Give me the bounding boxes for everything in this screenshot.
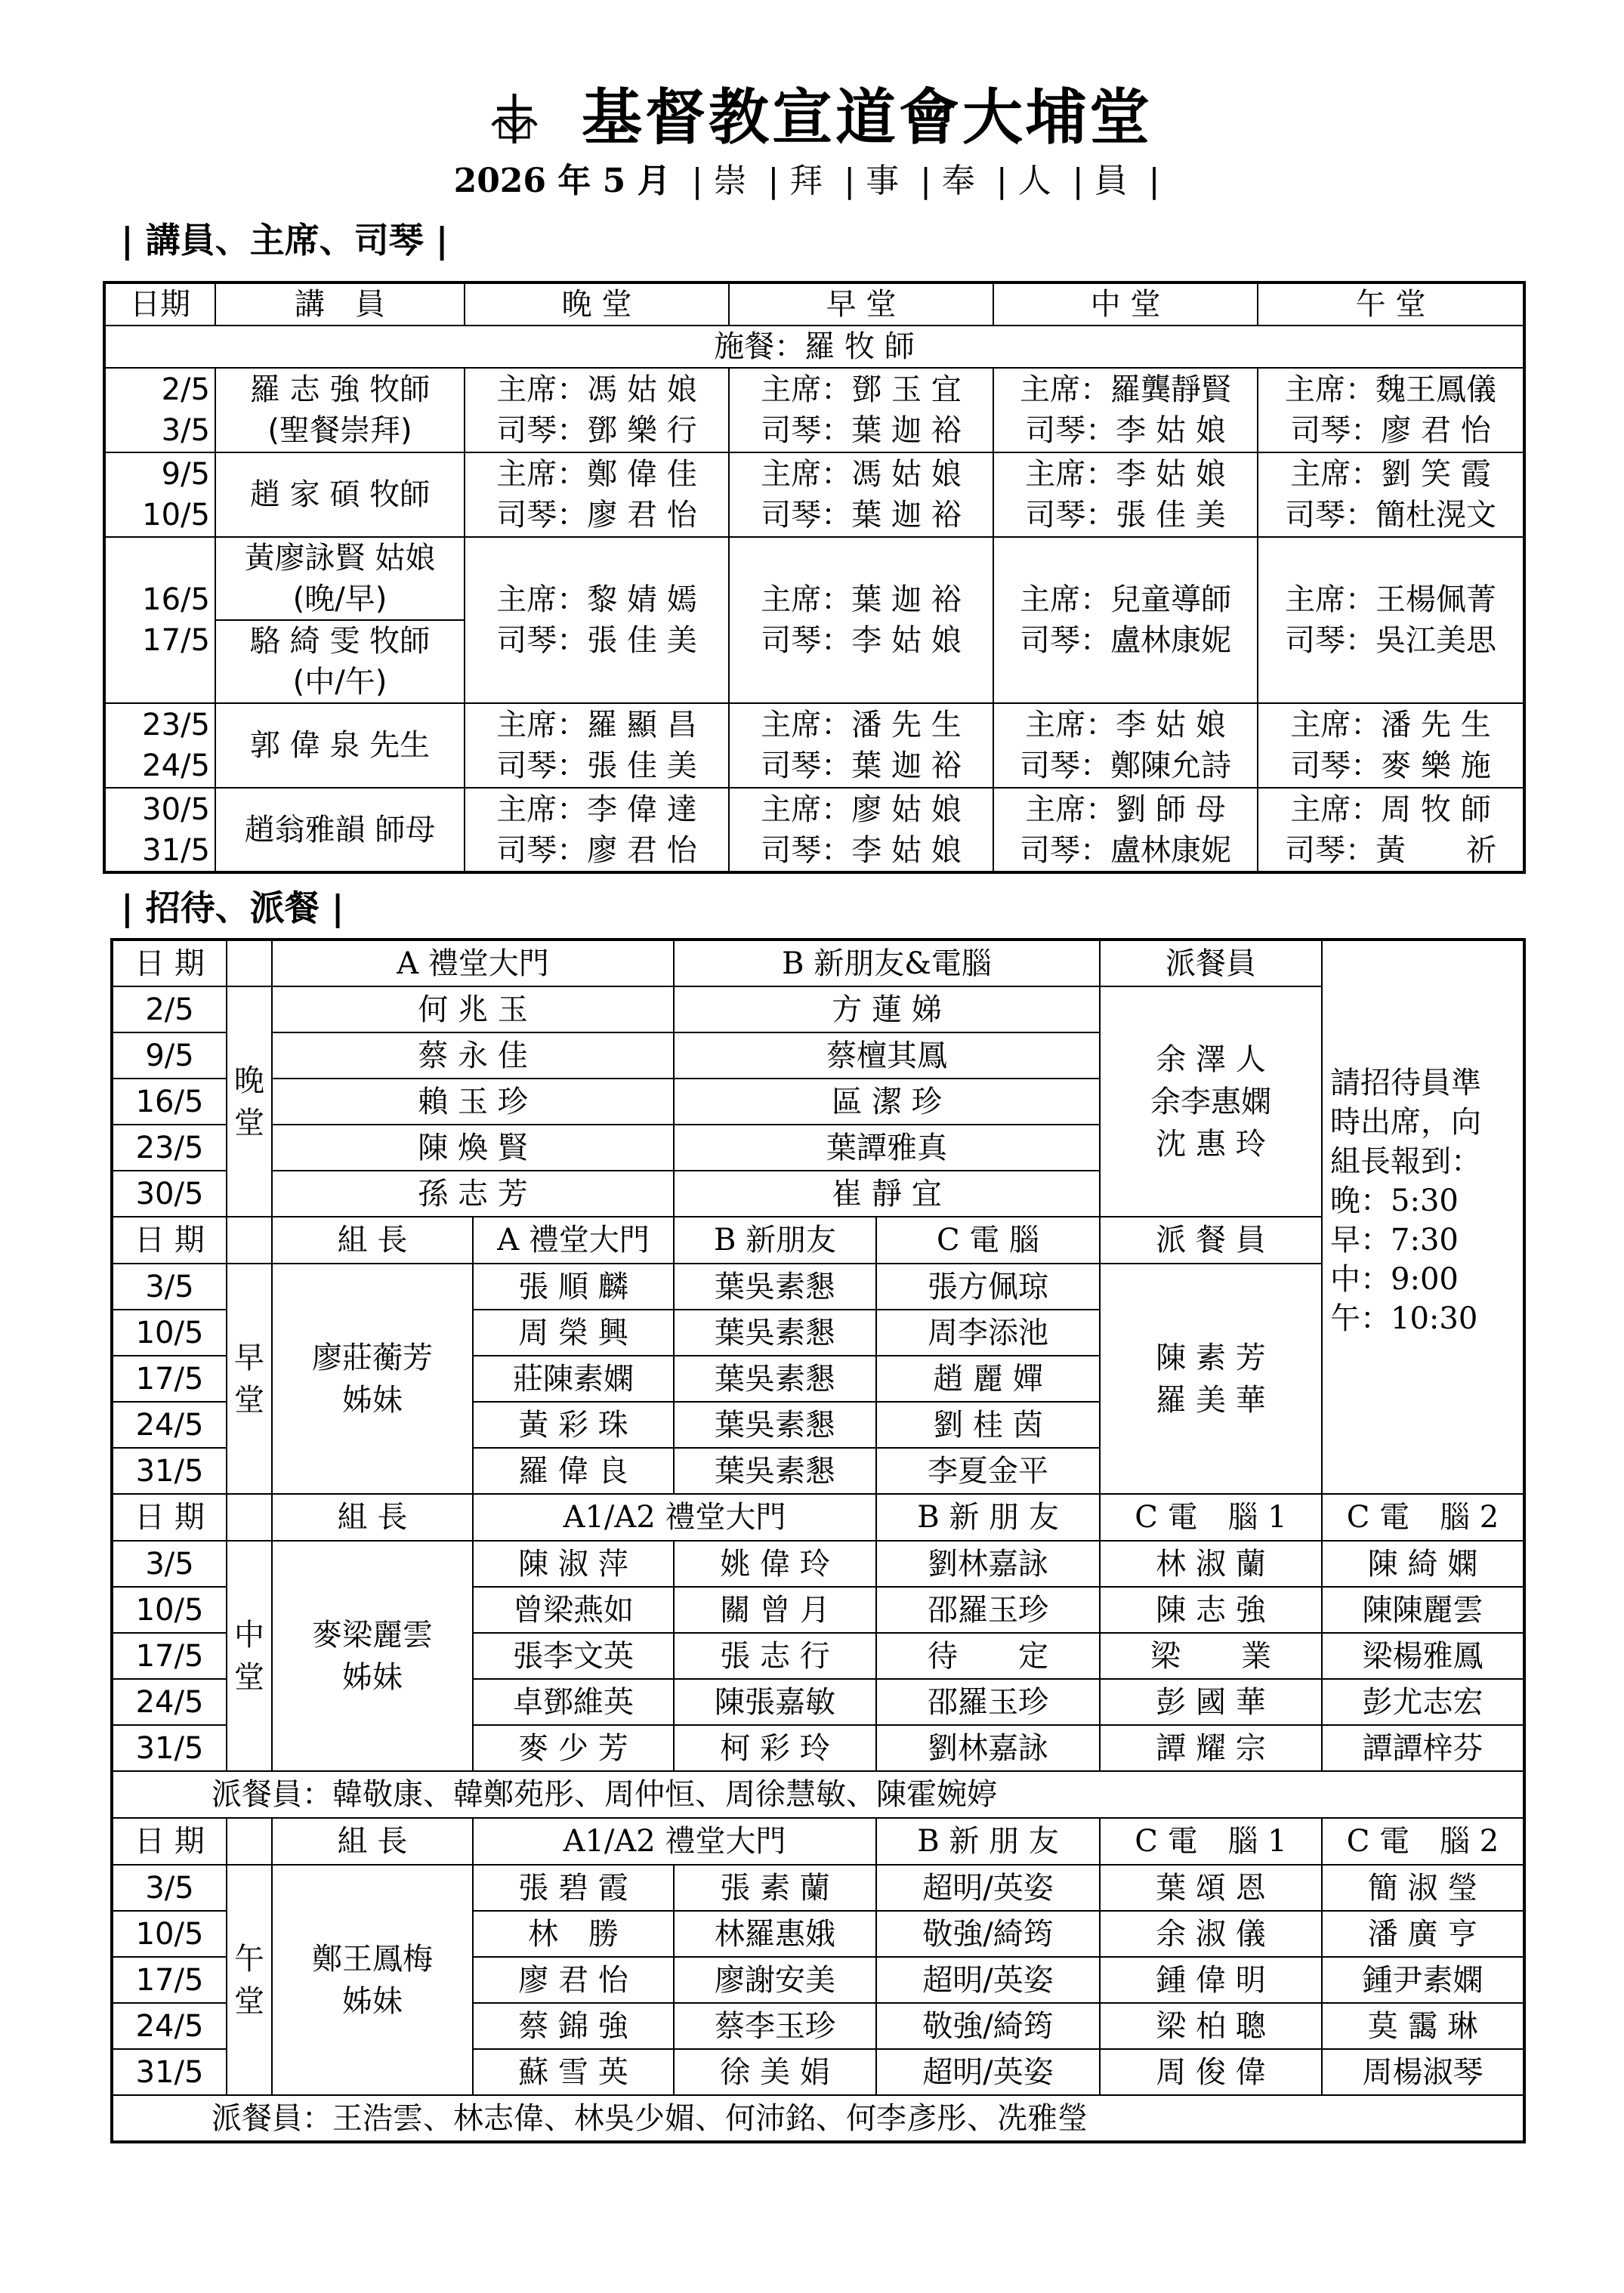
mid-header-row: 日 期 組 長 A1/A2 禮堂大門 B 新 朋 友 C 電 腦 1 C 電 腦 2 bbox=[112, 1494, 1524, 1541]
service-label: 晚堂 bbox=[227, 986, 272, 1217]
speaker-cell: 黃廖詠賢 姑娘 (晚/早) 駱 綺 雯 牧師 (中/午) bbox=[215, 537, 465, 703]
duty-cell: 主席：劉 笑 霞 司琴：簡杜滉文 bbox=[1258, 452, 1524, 537]
evening-header-row bbox=[112, 940, 1524, 986]
date-cell: 9/5 10/5 bbox=[104, 452, 215, 537]
duty-cell: 主席：李 姑 娘 司琴：鄭陳允詩 bbox=[993, 703, 1258, 788]
duty-cell: 主席：馮 姑 娘 司琴：葉 迦 裕 bbox=[729, 452, 993, 537]
year-month: 2026 年 5 月 bbox=[453, 162, 671, 200]
duty-cell: 主席：羅 顯 昌 司琴：張 佳 美 bbox=[465, 703, 729, 788]
subtitle-char: 人 bbox=[1017, 162, 1051, 200]
leader-cell: 鄭王鳳梅 姊妹 bbox=[272, 1865, 473, 2095]
duty-cell: 主席：羅龔靜賢 司琴：李 姑 娘 bbox=[993, 368, 1258, 452]
date-cell: 23/5 24/5 bbox=[104, 703, 215, 788]
duty-cell: 主席：潘 先 生 司琴：葉 迦 裕 bbox=[729, 703, 993, 788]
leader-cell: 廖莊蘅芳 姊妹 bbox=[272, 1264, 473, 1494]
table-row: 9/5 蔡 永 佳 蔡檀其鳳 bbox=[112, 1032, 1524, 1079]
duty-cell: 主席：鄧 玉 宜 司琴：葉 迦 裕 bbox=[729, 368, 993, 452]
duty-cell: 主席：潘 先 生 司琴：麥 樂 施 bbox=[1258, 703, 1524, 788]
meal-cell: 余 澤 人 余李惠嫻 沈 惠 玲 bbox=[1100, 986, 1322, 1217]
morning-header-row: 日 期 組 長 A 禮堂大門 B 新朋友 C 電 腦 派 餐 員 bbox=[112, 1217, 1524, 1264]
table-row: 3/5 早堂 廖莊蘅芳 姊妹 張 順 麟 葉吳素懇 張方佩琼 陳 素 芳 羅 美 華 bbox=[112, 1264, 1524, 1310]
subtitle-char: 奉 bbox=[941, 162, 975, 200]
speaker-cell: 趙翁雅韻 師母 bbox=[215, 788, 465, 872]
speaker-table bbox=[103, 281, 1526, 874]
table-row bbox=[104, 368, 1524, 452]
duty-cell: 主席：劉 師 母 司琴：盧林康妮 bbox=[993, 788, 1258, 872]
subtitle: 2026 年 5 月 | 崇 | 拜 | 事 | 奉 | 人 | 員 | bbox=[453, 162, 1160, 200]
table-row: 2/5 晚堂 何 兆 玉 方 蓮 娣 余 澤 人 余李惠嫻 沈 惠 玲 bbox=[112, 986, 1524, 1032]
table-row: 10/5 周 榮 興 葉吳素懇 周李添池 bbox=[112, 1310, 1524, 1356]
service-label: 中堂 bbox=[227, 1541, 272, 1771]
table-row: 10/5 林 勝 林羅惠娥 敬強/綺筠 余 淑 儀 潘 廣 亨 bbox=[112, 1911, 1524, 1957]
table-row bbox=[104, 537, 1524, 703]
section-title-text: 招待、派餐 bbox=[145, 887, 320, 928]
date-cell: 2/5 bbox=[112, 986, 227, 1032]
table-row: 24/5 蔡 錦 強 蔡李玉珍 敬強/綺筠 梁 柏 聰 莫 靄 琳 bbox=[112, 2003, 1524, 2049]
table-row bbox=[104, 788, 1524, 872]
section-title-text: 講員、主席、司琴 bbox=[145, 220, 424, 261]
col-noon: 午 堂 bbox=[1258, 282, 1524, 326]
subtitle-char: 事 bbox=[866, 162, 900, 200]
table-row: 31/5 羅 偉 良 葉吳素懇 李夏金平 bbox=[112, 1448, 1524, 1494]
subtitle-char: 員 bbox=[1094, 162, 1128, 200]
duty-cell: 主席：廖 姑 娘 司琴：李 姑 娘 bbox=[729, 788, 993, 872]
col-date: 日期 bbox=[104, 282, 215, 326]
meal-cell: 陳 素 芳 羅 美 華 bbox=[1100, 1264, 1322, 1494]
leader-cell: 麥梁麗雲 姊妹 bbox=[272, 1541, 473, 1771]
duty-cell: 主席：王楊佩菁 司琴：吳江美思 bbox=[1258, 537, 1524, 703]
church-name: 基督教宣道會大埔堂 bbox=[582, 82, 1153, 153]
col-speaker: 講 員 bbox=[215, 282, 465, 326]
speaker-cell: 羅 志 強 牧師 (聖餐崇拜) bbox=[215, 368, 465, 452]
col-meal: 派餐員 bbox=[1100, 940, 1322, 986]
table-row: 24/5 卓鄧維英 陳張嘉敏 邵羅玉珍 彭 國 華 彭尤志宏 bbox=[112, 1679, 1524, 1725]
section-title-speakers: | 講員、主席、司琴 | bbox=[121, 220, 449, 261]
col-mid: 中 堂 bbox=[993, 282, 1258, 326]
usher-table bbox=[110, 938, 1526, 2143]
table-row: 3/5 午堂 鄭王鳳梅 姊妹 張 碧 霞 張 素 蘭 超明/英姿 葉 頌 恩 簡 淑 瑩 bbox=[112, 1865, 1524, 1911]
table-row: 23/5 陳 煥 賢 葉譚雅真 bbox=[112, 1125, 1524, 1171]
subtitle-char: 拜 bbox=[789, 162, 823, 200]
duty-cell: 主席：李 偉 達 司琴：廖 君 怡 bbox=[465, 788, 729, 872]
table-row: 3/5 中堂 麥梁麗雲 姊妹 陳 淑 萍 姚 偉 玲 劉林嘉詠 林 淑 蘭 陳 綺 嫻 bbox=[112, 1541, 1524, 1587]
date-cell: 2/5 3/5 bbox=[104, 368, 215, 452]
mid-meal-servers: 派餐員：韓敬康、韓鄭苑彤、周仲恒、周徐慧敏、陳霍婉婷 bbox=[112, 1771, 1524, 1818]
col-newcomer: B 新朋友&電腦 bbox=[674, 940, 1100, 986]
duty-cell: 主席：鄭 偉 佳 司琴：廖 君 怡 bbox=[465, 452, 729, 537]
table-row: 24/5 黃 彩 珠 葉吳素懇 劉 桂 茵 bbox=[112, 1402, 1524, 1448]
speaker-cell: 趙 家 碩 牧師 bbox=[215, 452, 465, 537]
col-morning: 早 堂 bbox=[729, 282, 993, 326]
duty-cell: 主席：馮 姑 娘 司琴：鄧 樂 行 bbox=[465, 368, 729, 452]
table-row: 30/5 孫 志 芳 崔 靜 宜 bbox=[112, 1171, 1524, 1217]
meal-banner: 施餐：羅 牧 師 bbox=[104, 326, 1524, 368]
col-date: 日 期 bbox=[112, 940, 227, 986]
col-door: A 禮堂大門 bbox=[272, 940, 674, 986]
section-title-ushers: | 招待、派餐 | bbox=[121, 887, 344, 928]
subtitle-char: 崇 bbox=[713, 162, 747, 200]
usher-note: 請招待員準 時出席，向 組長報到： 晚：5:30 早：7:30 中：9:00 午：10:30 bbox=[1322, 940, 1524, 1494]
date-cell: 30/5 31/5 bbox=[104, 788, 215, 872]
table-row: 17/5 張李文英 張 志 行 待 定 梁 業 梁楊雅鳳 bbox=[112, 1633, 1524, 1679]
duty-cell: 主席：李 姑 娘 司琴：張 佳 美 bbox=[993, 452, 1258, 537]
speaker-cell: 郭 偉 泉 先生 bbox=[215, 703, 465, 788]
noon-header-row: 日 期 組 長 A1/A2 禮堂大門 B 新 朋 友 C 電 腦 1 C 電 腦 2 bbox=[112, 1818, 1524, 1865]
table-row bbox=[104, 452, 1524, 537]
duty-cell: 主席：兒童導師 司琴：盧林康妮 bbox=[993, 537, 1258, 703]
table-row: 17/5 莊陳素嫻 葉吳素懇 趙 麗 嬋 bbox=[112, 1356, 1524, 1402]
table-row: 31/5 蘇 雪 英 徐 美 娟 超明/英姿 周 俊 偉 周楊淑琴 bbox=[112, 2049, 1524, 2095]
table-row bbox=[104, 703, 1524, 788]
service-label: 早堂 bbox=[227, 1264, 272, 1494]
duty-cell: 主席：葉 迦 裕 司琴：李 姑 娘 bbox=[729, 537, 993, 703]
col-evening: 晚 堂 bbox=[465, 282, 729, 326]
date-cell: 16/5 17/5 bbox=[104, 537, 215, 703]
table-row: 17/5 廖 君 怡 廖謝安美 超明/英姿 鍾 偉 明 鍾尹素嫻 bbox=[112, 1957, 1524, 2003]
service-label: 午堂 bbox=[227, 1865, 272, 2095]
duty-cell: 主席：魏王鳳儀 司琴：廖 君 怡 bbox=[1258, 368, 1524, 452]
table-header-row bbox=[104, 282, 1524, 326]
noon-meal-servers: 派餐員：王浩雲、林志偉、林吳少媚、何沛銘、何李彥彤、冼雅瑩 bbox=[112, 2095, 1524, 2142]
table-row: 10/5 曾梁燕如 關 曾 月 邵羅玉珍 陳 志 強 陳陳麗雲 bbox=[112, 1587, 1524, 1633]
table-row: 16/5 賴 玉 珍 區 潔 珍 bbox=[112, 1079, 1524, 1125]
duty-cell: 主席：周 牧 師 司琴：黃 祈 bbox=[1258, 788, 1524, 872]
duty-cell: 主席：黎 婧 嫣 司琴：張 佳 美 bbox=[465, 537, 729, 703]
table-row: 31/5 麥 少 芳 柯 彩 玲 劉林嘉詠 譚 耀 宗 譚譚梓芬 bbox=[112, 1725, 1524, 1771]
church-logo-icon bbox=[489, 92, 539, 145]
